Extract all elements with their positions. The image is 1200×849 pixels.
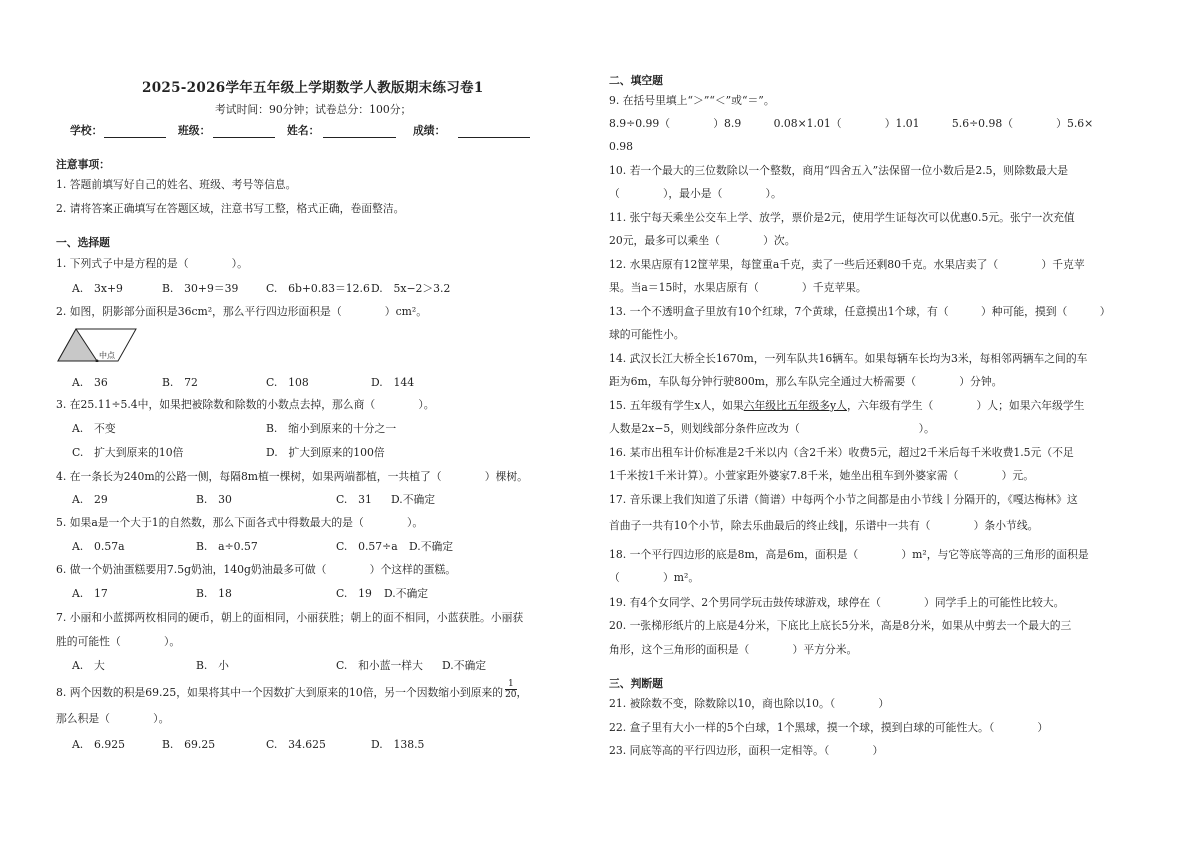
judge-line: 23. 同底等高的平行四边形，面积一定相等。（ ） [609,744,884,757]
fill-line: 1千米按1千米计算）。小萱家距外婆家7.8千米，她坐出租车到外婆家需（ ）元。 [609,469,1034,482]
fill-line: 9. 在括号里填上“＞”“＜”或“＝”。 [609,94,775,107]
option-b[interactable]: B. 30+9＝39 [162,282,239,295]
option-c[interactable]: C. 108 [266,376,309,389]
option-a[interactable]: A. 17 [72,587,108,600]
q15-underlined-condition: 六年级比五年级多y人 [743,399,847,412]
fill-line: 11. 张宁每天乘坐公交车上学、放学，票价是2元，使用学生证每次可以优惠0.5元。张宁一次充值 [609,211,1075,224]
option-a[interactable]: A. 0.57a [72,540,125,553]
question-4: 4. 在一条长为240m的公路一侧，每隔8m植一棵树，如果两端都植，一共植了（ ）棵树。 [56,470,528,483]
q15-text: ，六年级有学生（ ）人；如果六年级学生 [846,399,1085,412]
question-6: 6. 做一个奶油蛋糕要用7.5g奶油，140g奶油最多可做（ ）个这样的蛋糕。 [56,563,457,576]
option-d[interactable]: D. 138.5 [371,738,425,751]
option-b[interactable]: B. 72 [162,376,198,389]
fill-line: 14. 武汉长江大桥全长1670m，一列车队共16辆车。如果每辆车长均为3米，每相邻两辆车之间的车 [609,352,1088,365]
option-d[interactable]: D. 144 [371,376,415,389]
fraction-numerator: 1 [505,679,516,690]
option-b[interactable]: B. 30 [196,493,232,506]
judge-line: 22. 盒子里有大小一样的5个白球，1个黑球，摸一个球，摸到白球的可能性大。（ ） [609,721,1049,734]
fill-line: 球的可能性小。 [609,328,685,341]
fill-line: 18. 一个平行四边形的底是8m，高是6m，面积是（ ）m²，与它等底等高的三角形的面积是 [609,548,1089,561]
school-field[interactable] [104,124,166,138]
exam-title: 2025-2026学年五年级上学期数学人教版期末练习卷1 [142,80,484,96]
question-8-line2: 那么积是（ ）。 [56,712,170,725]
fill-line: 首曲子一共有10个小节，除去乐曲最后的终止线‖，乐谱中一共有（ ）条小节线。 [609,519,1039,532]
fill-line: （ ），最小是（ ）。 [609,187,782,200]
q15-text: 15. 五年级有学生x人，如果 [609,399,744,412]
option-d[interactable]: D. 扩大到原来的100倍 [266,446,385,459]
option-d[interactable]: D.不确定 [409,540,454,553]
question-5: 5. 如果a是一个大于1的自然数，那么下面各式中得数最大的是（ ）。 [56,516,424,529]
option-b[interactable]: B. a÷0.57 [196,540,258,553]
fill-line: 10. 若一个最大的三位数除以一个整数，商用“四舍五入”法保留一位小数后是2.5，则除数最大是 [609,164,1069,177]
fill-line: 20元，最多可以乘坐（ ）次。 [609,234,796,247]
option-a[interactable]: A. 3x+9 [72,282,123,295]
question-7-line2: 胜的可能性（ ）。 [56,635,181,648]
fill-line: 17. 音乐课上我们知道了乐谱（简谱）中每两个小节之间都是由小节线丨分隔开的，《嘎达梅林》这 [609,493,1078,506]
option-b[interactable]: B. 小 [196,659,229,672]
section-heading-choice: 一、选择题 [56,236,110,249]
notice-item: 2. 请将答案正确填写在答题区域，注意书写工整，格式正确，卷面整洁。 [56,202,405,215]
option-b[interactable]: B. 缩小到原来的十分之一 [266,422,397,435]
option-b[interactable]: B. 69.25 [162,738,216,751]
question-15-line1 [609,399,1084,413]
exam-subtitle: 考试时间：90分钟；试卷总分：100分； [215,103,412,116]
option-d[interactable]: D.不确定 [442,659,487,672]
score-label: 成绩： [413,124,446,137]
option-c[interactable]: C. 31 [336,493,372,506]
option-c[interactable]: C. 34.625 [266,738,326,751]
fill-line: 8.9÷0.99（ ）8.9 0.08×1.01（ ）1.01 5.6÷0.98（ ）5.6× [609,117,1094,130]
option-a[interactable]: A. 29 [72,493,108,506]
name-field[interactable] [323,124,396,138]
name-label: 姓名： [287,124,320,137]
fill-line: 16. 某市出租车计价标准是2千米以内（含2千米）收费5元，超过2千米后每千米收费1.5元（不足 [609,446,1074,459]
question-8-comma: ， [516,686,528,699]
option-d[interactable]: D.不确定 [384,587,429,600]
option-a[interactable]: A. 大 [72,659,105,672]
option-d[interactable]: D. 5x−2＞3.2 [371,282,451,295]
fill-line: 距为6m，车队每分钟行驶800m，那么车队完全通过大桥需要（ ）分钟。 [609,375,1003,388]
fill-line: 人数是2x−5，则划线部分条件应改为（ ）。 [609,422,935,435]
option-b[interactable]: B. 18 [196,587,232,600]
fill-line: （ ）m²。 [609,571,700,584]
question-8-line1 [56,678,528,700]
option-c[interactable]: C. 扩大到原来的10倍 [72,446,184,459]
question-7-line1: 7. 小丽和小蓝掷两枚相同的硬币，朝上的面相同，小丽获胜；朝上的面不相同，小蓝获胜。小丽获 [56,611,524,624]
fill-line: 19. 有4个女同学、2个男同学玩击鼓传球游戏，球停在（ ）同学手上的可能性比较大。 [609,596,1065,609]
option-a[interactable]: A. 36 [72,376,108,389]
section-heading-judge: 三、判断题 [609,677,663,690]
option-d[interactable]: D.不确定 [391,493,436,506]
notice-item: 1. 答题前填写好自己的姓名、班级、考号等信息。 [56,178,297,191]
fraction [505,679,516,700]
fill-line: 12. 水果店原有12筐苹果，每筐重a千克，卖了一些后还剩80千克。水果店卖了（ ）千克苹 [609,258,1085,271]
class-label: 班级： [178,124,211,137]
question-8-text: 8. 两个因数的积是69.25，如果将其中一个因数扩大到原来的10倍，另一个因数缩小到原来的 [56,686,504,699]
option-a[interactable]: A. 不变 [72,422,116,435]
score-field[interactable] [458,124,530,138]
notice-heading: 注意事项： [56,158,110,171]
section-heading-fill: 二、填空题 [609,74,663,87]
option-c[interactable]: C. 6b+0.83＝12.6 [266,282,370,295]
fill-line: 13. 一个不透明盒子里放有10个红球，7个黄球，任意摸出1个球，有（ ）种可能，摸到（ ） [609,305,1111,318]
fill-line: 20. 一张梯形纸片的上底是4分米，下底比上底长5分米，高是8分米，如果从中剪去一个最大的三 [609,619,1072,632]
school-label: 学校： [70,124,103,137]
class-field[interactable] [213,124,275,138]
option-c[interactable]: C. 0.57÷a [336,540,398,553]
question-1: 1. 下列式子中是方程的是（ ）。 [56,257,248,270]
option-c[interactable]: C. 和小蓝一样大 [336,659,423,672]
option-c[interactable]: C. 19 [336,587,372,600]
question-2: 2. 如图，阴影部分面积是36cm²，那么平行四边形面积是（ ）cm²。 [56,305,428,318]
parallelogram-figure [57,328,137,362]
fraction-denominator: 20 [505,689,517,700]
fill-line: 0.98 [609,140,634,153]
question-3: 3. 在25.11÷5.4中，如果把被除数和除数的小数点去掉，那么商（ ）。 [56,398,435,411]
figure-label: 中点 [99,351,115,360]
judge-line: 21. 被除数不变，除数除以10，商也除以10。（ ） [609,697,890,710]
fill-line: 果。当a＝15时，水果店原有（ ）千克苹果。 [609,281,867,294]
fill-line: 角形，这个三角形的面积是（ ）平方分米。 [609,643,858,656]
option-a[interactable]: A. 6.925 [72,738,125,751]
